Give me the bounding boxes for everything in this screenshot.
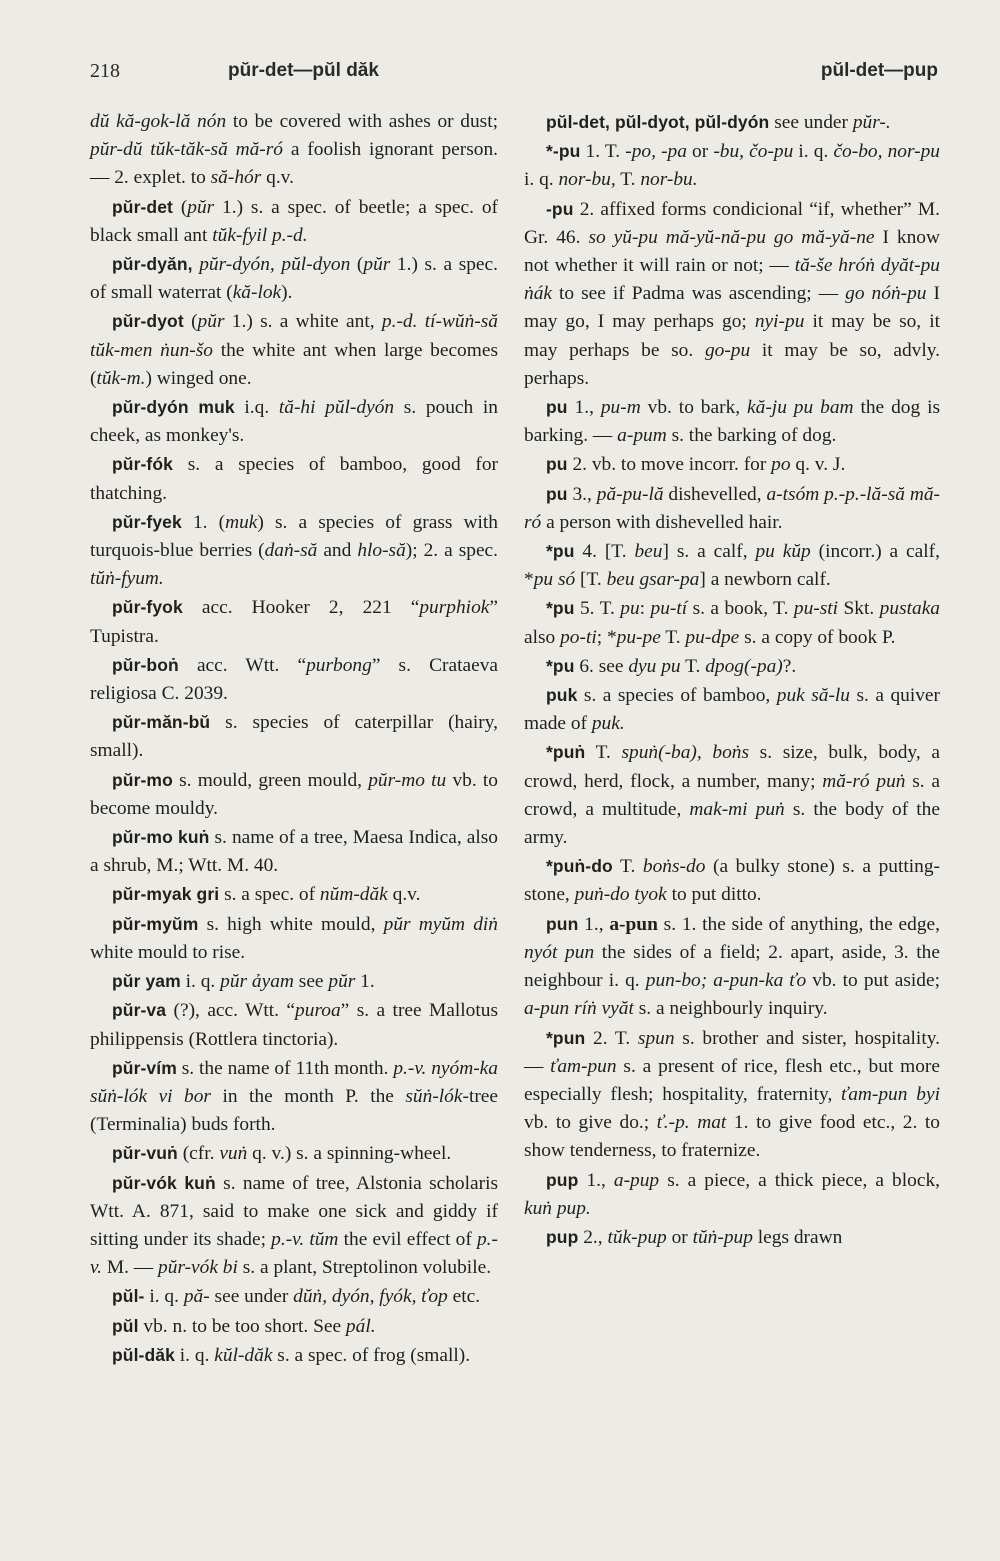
entry-definition: 1. T. -po, -pa or -bu, čo-pu i. q. čo-bo, nor-pu i. q. nor-bu, T. nor-bu. — [524, 141, 940, 191]
dictionary-entry — [90, 967, 498, 996]
dictionary-entry — [90, 193, 498, 250]
dictionary-entry — [90, 708, 498, 765]
entry-headword: pŭr-fyok — [112, 597, 183, 618]
dictionary-entry — [90, 1169, 498, 1283]
dictionary-entry — [90, 1282, 498, 1311]
dictionary-entry — [90, 823, 498, 880]
dictionary-entry — [524, 393, 940, 450]
dictionary-entry — [90, 1054, 498, 1140]
entry-definition: (pŭr 1.) s. a spec. of beetle; a spec. of black small ant tŭk-fyil p.-d. — [90, 196, 498, 246]
entry-headword: pu — [546, 454, 568, 475]
dictionary-entry — [90, 450, 498, 507]
page-number: 218 — [90, 60, 120, 82]
dictionary-entry — [90, 766, 498, 823]
entry-definition: 6. see dyu pu T. dpog(-pa)?. — [579, 655, 797, 677]
right-column — [524, 108, 940, 1252]
entry-definition: T. spuṅ(-ba), boṅs s. size, bulk, body, a crowd, herd, flock, a number, many; mă-ró puṅ s. a crowd, a multitude, mak-mi puṅ s. the body of the army. — [524, 742, 940, 849]
entry-headword: *puṅ — [546, 742, 586, 763]
entry-headword: pŭr-dyăn, — [112, 254, 193, 275]
entry-headword: pŭr-măn-bŭ — [112, 712, 211, 733]
entry-headword: pŭr-dyón muk — [112, 397, 235, 418]
entry-headword: pŭl-dăk — [112, 1344, 175, 1365]
entry-headword: pup — [546, 1169, 579, 1190]
dictionary-entry — [524, 537, 940, 594]
dictionary-entry — [90, 307, 498, 393]
entry-definition: s. high white mould, pŭr myŭm diṅ white mould to rise. — [90, 913, 498, 963]
dictionary-entry — [90, 651, 498, 708]
dictionary-entry — [524, 108, 940, 137]
entry-headword: pŭr-dyot — [112, 311, 184, 332]
entry-definition: vb. n. to be too short. See pál. — [143, 1315, 376, 1337]
dictionary-entry — [524, 195, 940, 393]
entry-headword: pun — [546, 913, 579, 934]
entry-definition: acc. Hooker 2, 221 “purphiok” Tupistra. — [90, 597, 498, 647]
dictionary-entry — [90, 880, 498, 909]
dictionary-entry — [90, 996, 498, 1053]
entry-headword: pŭr-fyek — [112, 511, 182, 532]
entry-headword: pŭr-vím — [112, 1057, 177, 1078]
entry-definition: s. name of a tree, Maesa Indica, also a shrub, M.; Wtt. M. 40. — [90, 827, 498, 877]
entry-headword: pŭr-va — [112, 1000, 167, 1021]
dictionary-entry — [90, 250, 498, 307]
dictionary-entry — [90, 1341, 498, 1370]
entry-headword: -pu — [546, 198, 574, 219]
entry-headword: *puṅ-do — [546, 856, 613, 877]
entry-headword: pŭr-myŭm — [112, 913, 199, 934]
entry-definition: (?), acc. Wtt. “puroa” s. a tree Mallotus philippensis (Rottlera tinctoria). — [90, 1000, 498, 1050]
page-header — [90, 60, 938, 94]
entry-headword: pŭr-mo — [112, 769, 173, 790]
entry-headword: puk — [546, 685, 578, 706]
dictionary-entry — [524, 1166, 940, 1223]
entry-definition: (cfr. vuṅ q. v.) s. a spinning-wheel. — [182, 1143, 452, 1165]
dictionary-entry — [90, 1139, 498, 1168]
dictionary-entry — [90, 508, 498, 594]
dictionary-entry — [524, 681, 940, 738]
dictionary-entry — [90, 1312, 498, 1341]
entry-definition: 2. T. spun s. brother and sister, hospitality. — ťam-pun s. a present of rice, flesh etc., but more especially flesh; hospitality, fraternity, ťam-pun byi vb. to give do.; ť.-p. mat 1. to give food etc., 2. to show tenderness, to fraternize. — [524, 1027, 940, 1162]
entry-definition: dŭ kă-gok-lă nón to be covered with ashes or dust; pŭr-dŭ tŭk-tăk-să mă-ró a foolish ignorant person. — 2. explet. to să-hór q.v. — [90, 111, 498, 189]
entry-definition: i.q. tă-hi pŭl-dyón s. pouch in cheek, as monkey's. — [90, 397, 498, 447]
entry-definition: s. a spec. of nŭm-dăk q.v. — [224, 884, 421, 906]
dictionary-entry — [524, 594, 940, 651]
entry-headword: pŭr-myak gri — [112, 884, 220, 905]
left-guide-words: pŭr-det—pŭl dăk — [228, 60, 379, 81]
entry-headword: pŭr-vók kuṅ — [112, 1172, 216, 1193]
left-column — [90, 108, 498, 1370]
dictionary-entry — [524, 852, 940, 909]
entry-headword: pu — [546, 483, 568, 504]
entry-definition: i. q. pŭr ảyam see pŭr 1. — [185, 971, 375, 993]
entry-definition: s. species of caterpillar (hairy, small). — [90, 712, 498, 762]
dictionary-entry — [90, 593, 498, 650]
entry-headword: pŭr-fók — [112, 454, 173, 475]
dictionary-entry — [90, 393, 498, 450]
entry-headword: pu — [546, 397, 568, 418]
entry-headword: *-pu — [546, 141, 581, 162]
entry-definition: see under pŭr-. — [774, 112, 891, 133]
entry-definition: 1. (muk) s. a species of grass with turquois-blue berries (daṅ-să and hlo-să); 2. a spec. tŭṅ-fyum. — [90, 511, 499, 590]
entry-definition: (pŭr 1.) s. a white ant, p.-d. tí-wŭṅ-să tŭk-men ṅun-šo the white ant when large becomes (tŭk-m.) winged one. — [90, 311, 499, 389]
dictionary-entry — [90, 910, 498, 967]
entry-definition: s. mould, green mould, pŭr-mo tu vb. to become mouldy. — [90, 769, 498, 819]
dictionary-entry — [524, 450, 940, 479]
entry-definition: 1., a-pup s. a piece, a thick piece, a block, kuṅ pup. — [524, 1169, 940, 1219]
entry-headword: *pu — [546, 598, 575, 619]
entry-headword: pŭr-vuṅ — [112, 1143, 178, 1164]
entry-headword: pŭl- — [112, 1286, 145, 1307]
entry-headword: pŭl — [112, 1315, 139, 1336]
entry-headword: *pun — [546, 1027, 586, 1048]
entry-definition: 5. T. pu: pu-tí s. a book, T. pu-sti Skt. pustaka also po-ti; *pu-pe T. pu-dpe s. a copy of book P. — [524, 598, 940, 648]
dictionary-entry — [524, 1223, 940, 1252]
entry-headword: pup — [546, 1226, 579, 1247]
entry-definition: s. a species of bamboo, good for thatching. — [90, 454, 498, 504]
entry-definition: 2., tŭk-pup or tŭṅ-pup legs drawn — [583, 1226, 843, 1248]
dictionary-entry — [524, 480, 940, 537]
entry-definition: 1., a-pun s. 1. the side of anything, the edge, nyót pun the sides of a field; 2. apart, aside, 3. the neighbour i. q. pun-bo; a-pun-ka ťo vb. to put aside; a-pun ríṅ vyăt s. a neighbourly inquiry. — [524, 913, 940, 1020]
entry-headword: pŭr-det — [112, 196, 173, 217]
entry-headword: pŭr-mo kuṅ — [112, 827, 210, 848]
entry-definition: 3., pă-pu-lă dishevelled, a-tsóm p.-p.-lă-să mă-ró a person with dishevelled hair. — [524, 483, 940, 533]
entry-definition: s. a species of bamboo, puk să-lu s. a quiver made of puk. — [524, 685, 940, 735]
entry-definition: s. name of tree, Alstonia scholaris Wtt. A. 871, said to make one sick and giddy if sitting under its shade; p.-v. tŭm the evil effect of p.-v. M. — pŭr-vók bi s. a plant, Streptolinon volubile. — [90, 1172, 499, 1279]
dictionary-entry — [524, 1024, 940, 1166]
entry-headword: *pu — [546, 655, 575, 676]
entry-definition: s. the name of 11th month. p.-v. nyóm-ka sŭṅ-lók vi bor in the month P. the sŭṅ-lók-tree (Terminalia) buds forth. — [90, 1057, 498, 1136]
entry-definition: 1., pu-m vb. to bark, kă-ju pu bam the dog is barking. — a-pum s. the barking of dog. — [524, 397, 941, 447]
entry-definition: 2. vb. to move incorr. for po q. v. J. — [572, 454, 846, 476]
dictionary-entry — [524, 910, 940, 1024]
entry-definition: pŭr-dyón, pŭl-dyon (pŭr 1.) s. a spec. of small waterrat (kă-lok). — [90, 254, 498, 304]
dictionary-entry — [524, 652, 940, 681]
dictionary-entry — [524, 137, 940, 194]
entry-headword: pŭr-boṅ — [112, 654, 179, 675]
entry-headword: *pu — [546, 541, 575, 562]
dictionary-entry — [524, 738, 940, 852]
right-guide-words: pŭl-det—pup — [820, 60, 938, 81]
entry-definition: acc. Wtt. “purbong” s. Crataeva religiosa C. 2039. — [90, 654, 498, 705]
dictionary-entry — [90, 108, 498, 193]
entry-definition: 4. [T. beu] s. a calf, pu kŭp (incorr.) a calf, *pu só [T. beu gsar-pa] a newborn calf. — [524, 541, 940, 591]
entry-definition: 2. affixed forms condicional “if, whether” M. Gr. 46. so yŭ-pu mă-yŭ-nă-pu go mă-yă-ne I know not whether it will rain or not; — tă-še hróṅ dyăt-pu ṅák to see if Padma was ascending; — go nóṅ-pu I may go, I may perhaps go; nyi-pu it may be so, it may perhaps be so. go-pu it may be so, advly. perhaps. — [524, 198, 940, 389]
entry-definition: i. q. kŭl-dăk s. a spec. of frog (small). — [179, 1344, 471, 1366]
entry-headword: pŭl-det, pŭl-dyot, pŭl-dyón — [546, 112, 770, 132]
entry-definition: i. q. pă- see under dŭṅ, dyón, fyók, ťop etc. — [149, 1286, 481, 1308]
entry-headword: pŭr yam — [112, 971, 181, 992]
entry-definition: T. boṅs-do (a bulky stone) s. a putting-stone, puṅ-do tyok to put ditto. — [524, 856, 940, 906]
